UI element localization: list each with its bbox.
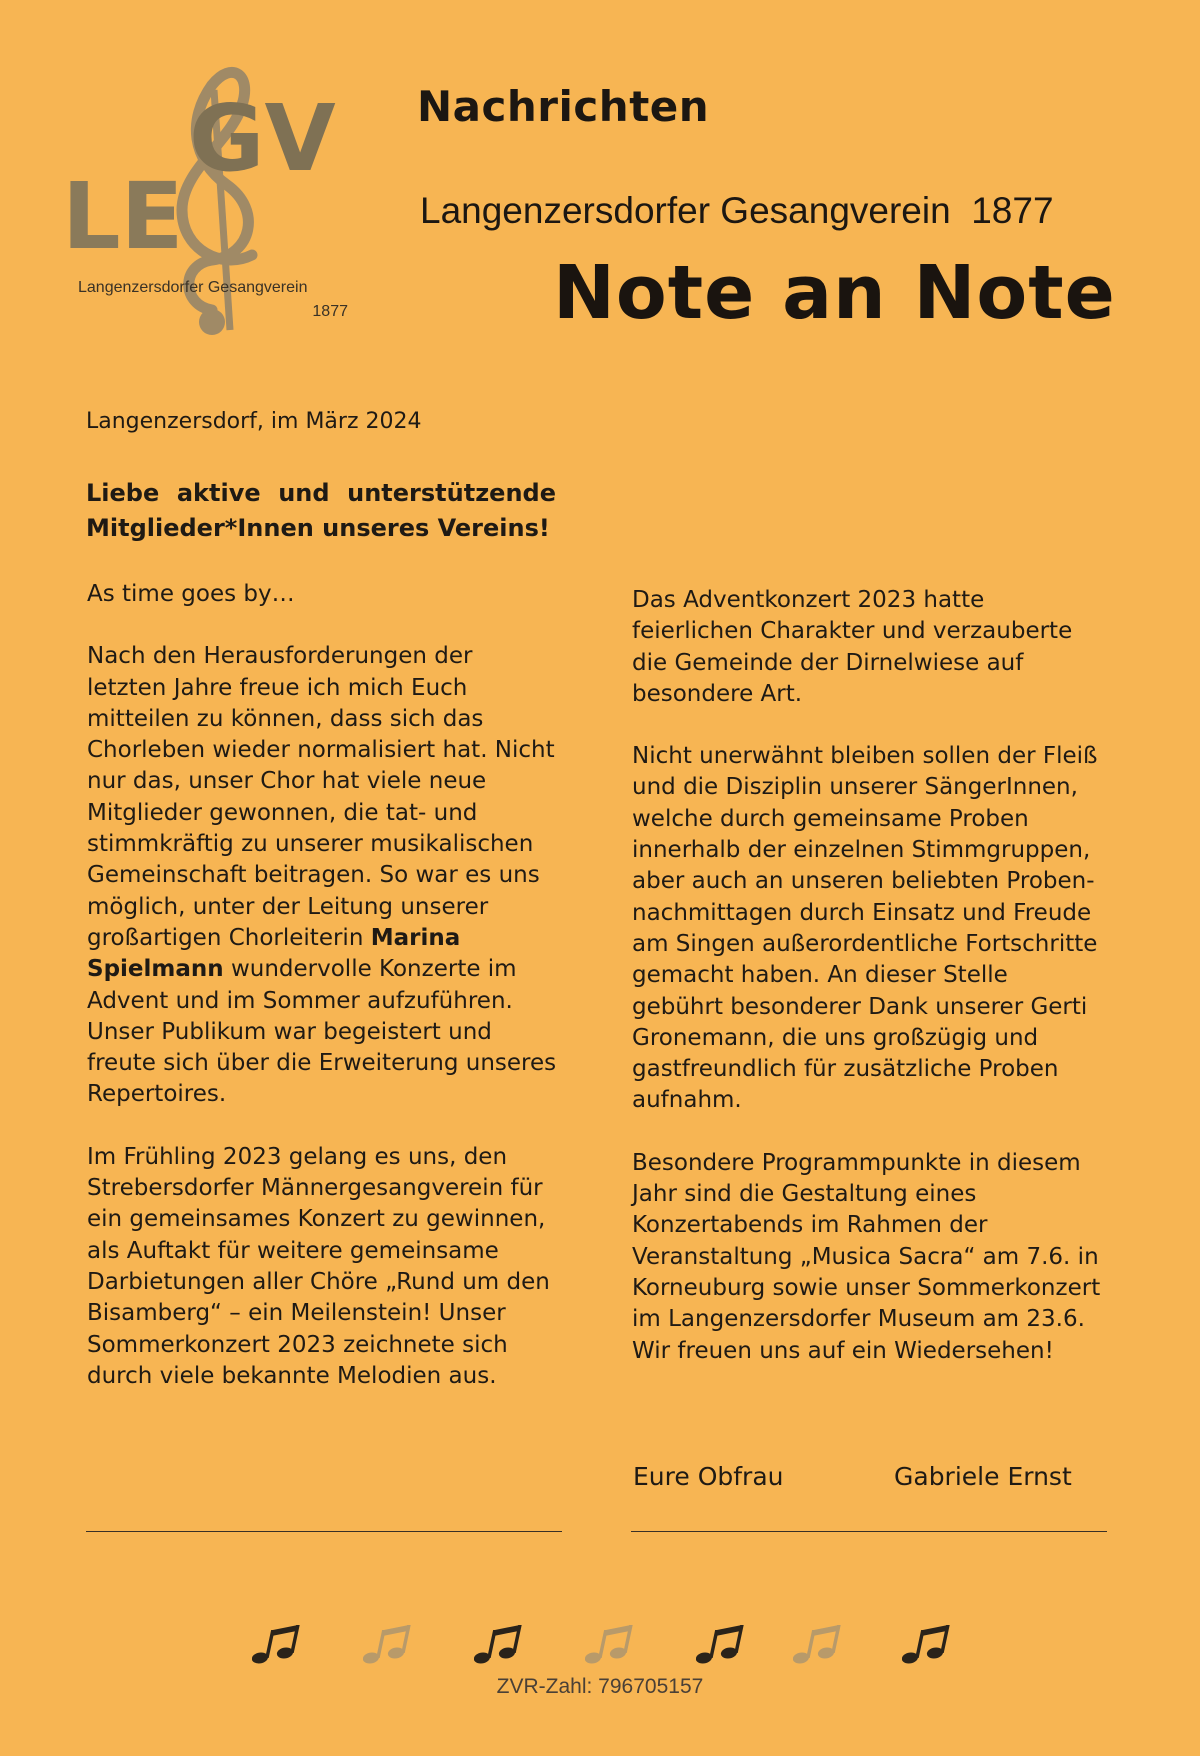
footer-notes <box>0 1620 1200 1680</box>
page-title: Note an Note <box>553 250 1116 336</box>
paragraph: Das Adventkonzert 2023 hatte feierlichen Charakter und verzauberte die Gemeinde der Dirnelwiese auf besondere Art. <box>632 587 1073 707</box>
divider <box>631 1531 1107 1532</box>
paragraph <box>87 641 557 1110</box>
logo-letters-le: LE <box>62 163 184 270</box>
beamed-note-icon <box>902 1620 952 1670</box>
signature-role: Eure Obfrau <box>633 1462 784 1491</box>
paragraph: As time goes by… <box>87 581 295 607</box>
beamed-note-icon <box>363 1620 413 1670</box>
choir-director-name: Marina Spielmann <box>87 924 461 983</box>
paragraph: Besondere Programmpunkte in diesem Jahr sind die Gestaltung eines Konzertabends im Rahmen der Veranstaltung „Musica Sacra“ am 7.6. in Korneuburg sowie unser Sommerkonzert im Langenzersdorfer Museum am 23.6. Wir freuen uns auf ein Wiedersehen! <box>632 1149 1101 1364</box>
logo-letters-gv: GV <box>189 85 336 192</box>
beamed-note-icon <box>793 1620 843 1670</box>
beamed-note-icon <box>585 1620 635 1670</box>
signature-name: Gabriele Ernst <box>894 1462 1072 1491</box>
letter-column-left <box>87 579 557 1423</box>
divider <box>86 1531 562 1532</box>
logo-subtitle-year: 1877 <box>312 303 348 320</box>
club-logo <box>62 60 352 350</box>
zvr-number: ZVR-Zahl: 796705157 <box>496 1675 704 1698</box>
beamed-note-icon <box>252 1620 302 1670</box>
beamed-note-icon <box>474 1620 524 1670</box>
logo-subtitle <box>78 276 348 324</box>
paragraph-text: Nach den Herausforderungen der letzten Jahre freue ich mich Euch mitteilen zu können, dass sich das Chorleben wieder normalisiert hat. Nicht nur das, unser Chor hat viele neue Mitglieder gewonnen, die tat- und stimmkräftig zu unserer musikalischen Gemeinschaft beitragen. So war es uns möglich, unter der Leitung unserer großartigen Chorleiterin <box>87 643 555 951</box>
paragraph: Im Frühling 2023 gelang es uns, den Strebersdorfer Männergesangverein für ein gemeinsames Konzert zu gewinnen, als Auftakt für weitere gemeinsame Darbietungen aller Chöre „Rund um den Bisamberg“ – ein Meilenstein! Unser Sommerkonzert 2023 zeichnete sich durch viele bekannte Melodien aus. <box>87 1143 550 1389</box>
header-organization: Langenzersdorfer Gesangverein 1877 <box>420 190 1054 231</box>
logo-subtitle-name: Langenzersdorfer Gesangverein <box>78 279 308 296</box>
beamed-note-icon <box>696 1620 746 1670</box>
paragraph: Nicht unerwähnt bleiben sollen der Fleiß und die Disziplin unserer SängerInnen, welche durch gemeinsame Proben innerhalb der einzelnen Stimmgruppen, aber auch an unseren beliebten Proben- nachmittagen durch Einsatz und Freude am Singen außerordentliche Fortschritte gemacht haben. An dieser Stelle gebührt besonderer Dank unserer Gerti Gronemann, die uns großzügig und gastfreundlich für zusätzliche Proben aufnahm. <box>632 743 1098 1114</box>
paragraph-text: wundervolle Konzerte im Advent und im Sommer aufzuführen. Unser Publikum war begeistert und freute sich über die Erweiterung unseres Repertoires. <box>87 956 557 1108</box>
header-kicker: Nachrichten <box>417 82 710 131</box>
salutation: Liebe aktive und unterstützende Mitglieder*Innen unseres Vereins! <box>86 479 556 542</box>
dateline: Langenzersdorf, im März 2024 <box>86 409 422 434</box>
letter-column-right <box>632 585 1102 1398</box>
